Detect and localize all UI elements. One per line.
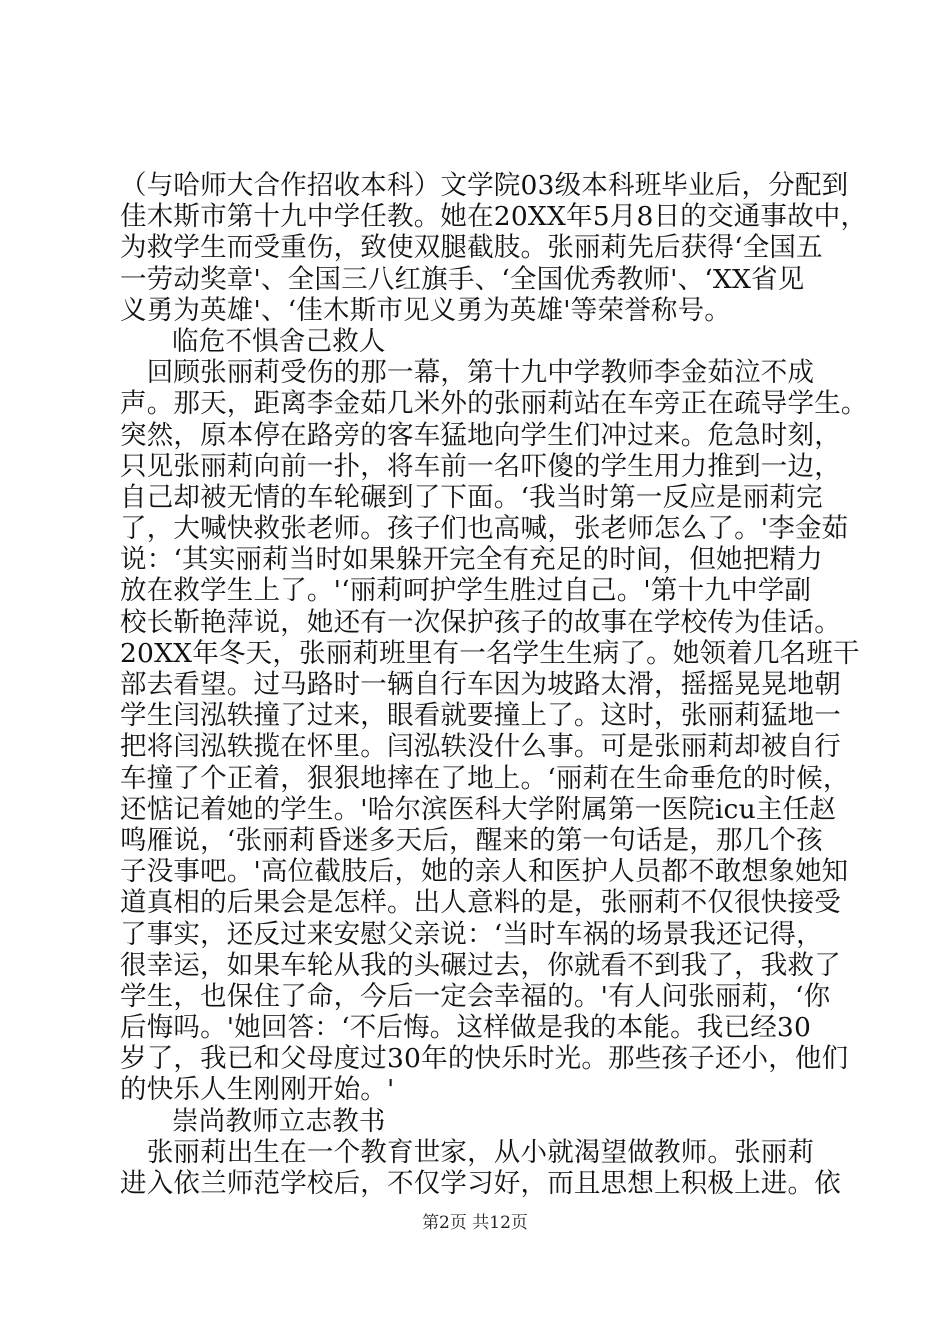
text-line: 岁了，我已和父母度过30年的快乐时光。那些孩子还小，他们 [120, 1043, 849, 1075]
text-line: 鸣雁说，‘张丽莉昏迷多天后，醒来的第一句话是，那几个孩 [120, 824, 823, 856]
text-line: 的快乐人生刚刚开始。' [120, 1074, 395, 1106]
text-line: 张丽莉出生在一个教育世家，从小就渴望做教师。张丽莉 [120, 1136, 815, 1168]
text-line: 学生，也保住了命，今后一定会幸福的。'有人问张丽莉，‘你 [120, 980, 831, 1012]
text-line: 突然，原本停在路旁的客车猛地向学生们冲过来。危急时刻， [120, 419, 841, 451]
text-line: 为救学生而受重伤，致使双腿截肢。张丽莉先后获得‘全国五 [120, 232, 823, 264]
text-line: 部去看望。过马路时一辆自行车因为坡路太滑，摇摇晃晃地朝 [120, 669, 841, 700]
text-line: 把将闫泓轶揽在怀里。闫泓轶没什么事。可是张丽莉却被自行 [120, 731, 841, 763]
document-body [120, 170, 868, 1199]
text-line: 进入依兰师范学校后，不仅学习好，而且思想上积极上进。依 [120, 1168, 841, 1199]
text-line: 还惦记着她的学生。'哈尔滨医科大学附属第一医院icu主任赵 [120, 793, 836, 825]
text-line: 佳木斯市第十九中学任教。她在20XX年5月8日的交通事故中， [120, 201, 868, 233]
text-line: 校长靳艳萍说，她还有一次保护孩子的故事在学校传为佳话。 [120, 606, 841, 638]
text-line: 车撞了个正着，狠狠地摔在了地上。‘丽莉在生命垂危的时候， [120, 762, 850, 794]
text-line: 声。那天，距离李金茹几米外的张丽莉站在车旁正在疏导学生。 [120, 388, 868, 420]
text-line: 回顾张丽莉受伤的那一幕，第十九中学教师李金茹泣不成 [120, 357, 815, 389]
text-line: 一劳动奖章'、全国三八红旗手、‘全国优秀教师'、‘XX省见 [120, 263, 805, 295]
text-line: 自己却被无情的车轮碾到了下面。‘我当时第一反应是丽莉完 [120, 481, 823, 513]
text-line: 道真相的后果会是怎样。出人意料的是，张丽莉不仅很快接受 [120, 887, 841, 919]
text-line: 子没事吧。'高位截肢后，她的亲人和医护人员都不敢想象她知 [120, 856, 849, 888]
section-heading: 崇尚教师立志教书 [172, 1105, 386, 1137]
text-line: 义勇为英雄'、‘佳木斯市见义勇为英雄'等荣誉称号。 [120, 294, 731, 326]
text-line: 只见张丽莉向前一扑，将车前一名吓傻的学生用力推到一边， [120, 450, 841, 482]
text-line: 20XX年冬天，张丽莉班里有一名学生生病了。她领着几名班干 [120, 637, 860, 669]
text-line: 了，大喊快救张老师。孩子们也高喊，张老师怎么了。'李金茹 [120, 513, 849, 545]
text-line: 学生闫泓轶撞了过来，眼看就要撞上了。这时，张丽莉猛地一 [120, 700, 841, 732]
text-line: （与哈师大合作招收本科）文学院03级本科班毕业后，分配到 [120, 170, 849, 201]
text-line: 放在救学生上了。'‘丽莉呵护学生胜过自己。'第十九中学副 [120, 575, 812, 607]
text-line: 了事实，还反过来安慰父亲说：‘当时车祸的场景我还记得， [120, 918, 823, 950]
text-line: 很幸运，如果车轮从我的头碾过去，你就看不到我了，我救了 [120, 949, 841, 981]
page-footer: 第2页 共12页 [422, 1213, 528, 1233]
text-line: 说：‘其实丽莉当时如果躲开完全有充足的时间，但她把精力 [120, 544, 823, 576]
text-line: 后悔吗。'她回答：‘不后悔。这样做是我的本能。我已经30 [120, 1012, 812, 1044]
section-heading: 临危不惧舍己救人 [172, 325, 386, 357]
